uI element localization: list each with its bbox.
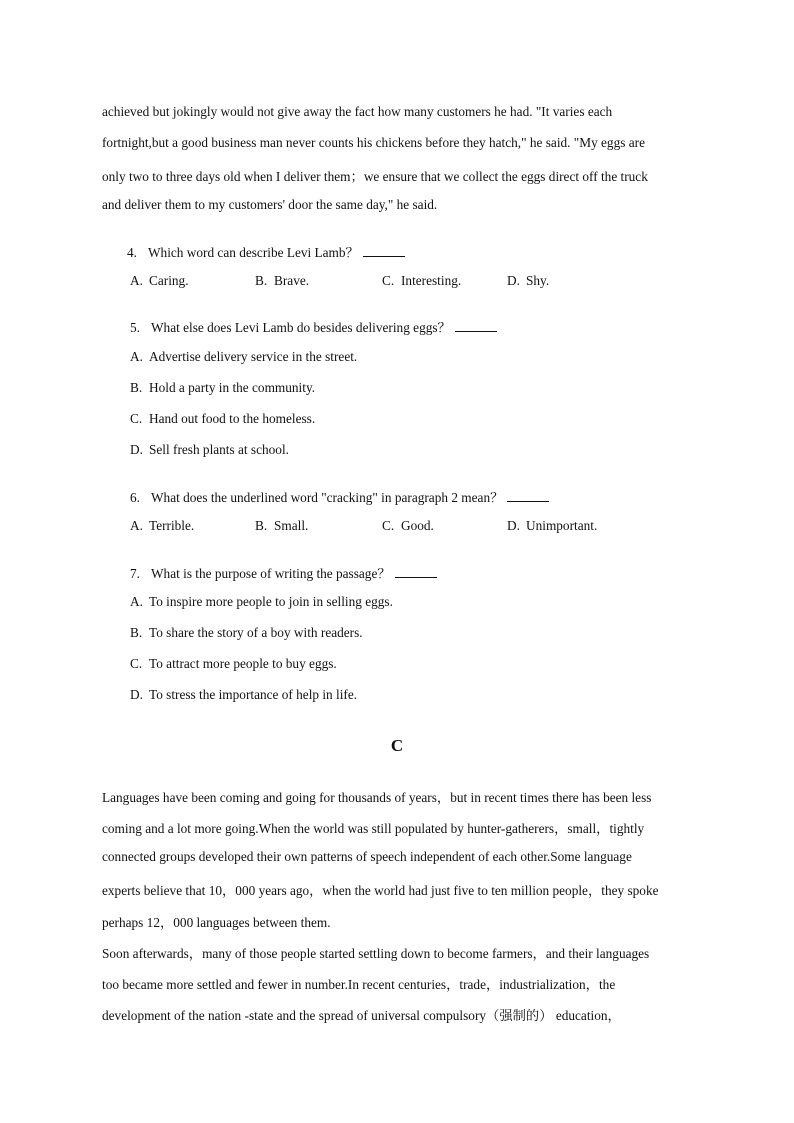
- option-text: Hand out food to the homeless.: [149, 411, 316, 426]
- passage-line: fortnight,but a good business man never counts his chickens before they hatch," he said. "My eggs are: [102, 135, 645, 150]
- option-c: [130, 656, 337, 672]
- question-text: What is the purpose of writing the passage？: [151, 566, 391, 581]
- option-text: Sell fresh plants at school.: [149, 442, 289, 457]
- option-text: Terrible.: [149, 518, 195, 533]
- passage-line: and deliver them to my customers' door the same day," he said.: [102, 197, 438, 212]
- section-heading: C: [390, 736, 404, 755]
- option-label: A.: [130, 518, 143, 533]
- answer-blank[interactable]: [395, 567, 437, 578]
- question-7: [130, 563, 437, 582]
- question-text: What else does Levi Lamb do besides delivering eggs？: [151, 320, 451, 335]
- option-b: [255, 273, 309, 289]
- option-label: B.: [255, 273, 268, 288]
- option-text: To share the story of a boy with readers.: [149, 625, 363, 640]
- question-number: 7.: [130, 566, 140, 581]
- question-4: [127, 242, 405, 261]
- option-text: Hold a party in the community.: [149, 380, 316, 395]
- option-d: [130, 687, 357, 703]
- option-text: To attract more people to buy eggs.: [149, 656, 337, 671]
- option-text: To stress the importance of help in life.: [149, 687, 358, 702]
- question-number: 4.: [127, 245, 137, 260]
- option-text: Advertise delivery service in the street.: [149, 349, 358, 364]
- option-label: A.: [130, 594, 143, 609]
- option-label: C.: [130, 656, 143, 671]
- answer-blank[interactable]: [507, 491, 549, 502]
- option-b: [255, 518, 308, 534]
- option-label: D.: [130, 442, 143, 457]
- option-label: C.: [382, 273, 395, 288]
- passage-line: connected groups developed their own patterns of speech independent of each other.Some language: [102, 849, 632, 864]
- passage-line: Languages have been coming and going for thousands of years，but in recent times there has been less: [102, 790, 652, 805]
- answer-blank[interactable]: [455, 321, 497, 332]
- option-label: D.: [507, 518, 520, 533]
- passage-line: coming and a lot more going.When the world was still populated by hunter-gatherers，small，tightly: [102, 821, 645, 836]
- question-text: Which word can describe Levi Lamb？: [148, 245, 359, 260]
- option-label: B.: [255, 518, 268, 533]
- option-text: Unimportant.: [526, 518, 598, 533]
- option-c: [382, 273, 461, 289]
- option-label: B.: [130, 625, 143, 640]
- option-a: [130, 518, 194, 534]
- option-label: C.: [130, 411, 143, 426]
- option-label: A.: [130, 349, 143, 364]
- passage-line: too became more settled and fewer in number.In recent centuries，trade，industrialization，the: [102, 977, 616, 992]
- option-text: Good.: [401, 518, 434, 533]
- answer-blank[interactable]: [363, 246, 405, 257]
- option-text: Shy.: [526, 273, 550, 288]
- question-number: 5.: [130, 320, 140, 335]
- option-a: [130, 594, 393, 610]
- passage-line: Soon afterwards，many of those people started settling down to become farmers，and their languages: [102, 946, 650, 961]
- option-d: [507, 518, 597, 534]
- option-text: Small.: [274, 518, 309, 533]
- option-c: [130, 411, 315, 427]
- passage-line: achieved but jokingly would not give away the fact how many customers he had. "It varies each: [102, 104, 613, 119]
- question-number: 6.: [130, 490, 140, 505]
- question-6: [130, 487, 549, 506]
- option-text: Caring.: [149, 273, 189, 288]
- option-b: [130, 380, 315, 396]
- option-d: [130, 442, 289, 458]
- option-label: D.: [130, 687, 143, 702]
- option-text: Brave.: [274, 273, 310, 288]
- option-label: D.: [507, 273, 520, 288]
- question-text: What does the underlined word "cracking" in paragraph 2 mean？: [151, 490, 504, 505]
- option-b: [130, 625, 363, 641]
- passage-line: only two to three days old when I deliver them；we ensure that we collect the eggs direct off the truck: [102, 169, 648, 184]
- option-a: [130, 273, 189, 289]
- passage-line: perhaps 12，000 languages between them.: [102, 915, 331, 930]
- option-a: [130, 349, 357, 365]
- option-text: To inspire more people to join in selling eggs.: [149, 594, 393, 609]
- passage-line: development of the nation -state and the spread of universal compulsory（强制的） education，: [102, 1008, 621, 1023]
- option-label: C.: [382, 518, 395, 533]
- option-label: A.: [130, 273, 143, 288]
- question-5: [130, 317, 497, 336]
- option-label: B.: [130, 380, 143, 395]
- option-d: [507, 273, 549, 289]
- option-text: Interesting.: [401, 273, 462, 288]
- option-c: [382, 518, 434, 534]
- passage-line: experts believe that 10，000 years ago，when the world had just five to ten million people，they spoke: [102, 883, 659, 898]
